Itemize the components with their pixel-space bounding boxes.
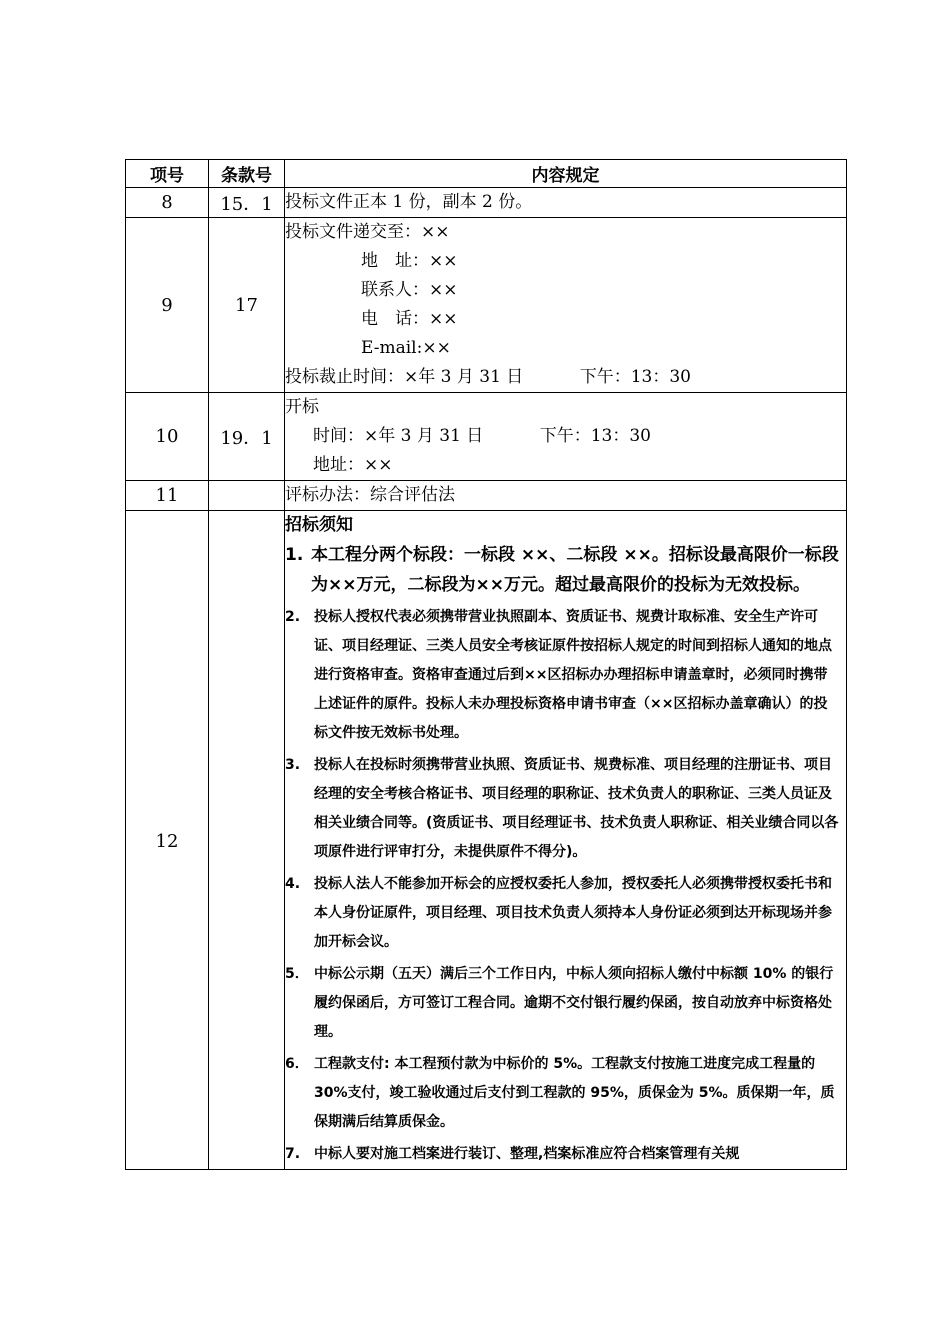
clause-no-cell	[209, 511, 285, 1170]
table-header-row	[126, 160, 847, 188]
list-item-text: 本工程分两个标段：一标段 ××、二标段 ××。招标设最高限价一标段为××万元，二标段为××万元。超过最高限价的投标为无效投标。	[311, 545, 839, 595]
list-item-number: 3.	[285, 757, 301, 773]
opening-time-line: 时间：×年 3 月 31 日 下午：13：30	[313, 426, 651, 446]
item-no-cell: 10	[126, 393, 209, 481]
opening-address-line: 地址：××	[313, 455, 393, 475]
header-content: 内容规定	[285, 160, 847, 188]
list-item-text: 工程款支付: 本工程预付款为中标价的 5%。工程款支付按施工进度完成工程量的 30%支付，竣工验收通过后支付到工程款的 95%，质保金为 5%。质保期一年，质保期满后结算质保金。	[314, 1056, 835, 1130]
opening-title: 开标	[285, 397, 319, 417]
bid-data-table	[125, 159, 847, 1170]
clause-no-cell	[209, 481, 285, 511]
list-item-number: 2.	[285, 609, 301, 625]
content-cell	[285, 218, 847, 393]
list-item-number: 7.	[285, 1146, 301, 1162]
list-item-number: 1.	[285, 545, 304, 565]
content-cell	[285, 481, 847, 511]
list-item-text: 投标人法人不能参加开标会的应授权委托人参加，授权委托人必须携带授权委托书和本人身份证原件，项目经理、项目技术负责人须持本人身份证必须到达开标现场并参加开标会议。	[314, 876, 832, 950]
deadline-line: 投标裁止时间：×年 3 月 31 日 下午：13：30	[285, 367, 691, 387]
list-item	[285, 751, 846, 867]
list-item	[285, 603, 846, 748]
table-row	[126, 511, 847, 1170]
list-item	[285, 870, 846, 957]
list-item-text: 投标人授权代表必须携带营业执照副本、资质证书、规费计取标准、安全生产许可证、项目经理证、三类人员安全考核证原件按招标人规定的时间到招标人通知的地点进行资格审查。资格审查通过后到××区招标办办理招标申请盖章时，必须同时携带上述证件的原件。投标人未办理投标资格申请书审查（××区招标办盖章确认）的投标文件按无效标书处理。	[314, 609, 832, 741]
phone-line: 电 话：××	[361, 309, 458, 329]
table-row	[126, 481, 847, 511]
list-item-number: 6．	[285, 1056, 309, 1072]
list-item-text: 投标人在投标时须携带营业执照、资质证书、规费标准、项目经理的注册证书、项目经理的安全考核合格证书、项目经理的职称证、技术负责人的职称证、三类人员证及相关业绩合同等。(资质证书、项目经理证书、技术负责人职称证、相关业绩合同以各项原件进行评审打分，未提供原件不得分)。	[314, 757, 839, 860]
content-cell	[285, 188, 847, 218]
content-line: 投标文件正本 1 份，副本 2 份。	[285, 192, 533, 212]
address-line: 地 址：××	[361, 251, 458, 271]
list-item-number: 4.	[285, 876, 301, 892]
list-item	[285, 1050, 846, 1137]
list-item-text: 中标公示期（五天）满后三个工作日内，中标人须向招标人缴付中标额 10% 的银行履约保函后，方可签订工程合同。逾期不交付银行履约保函，按自动放弃中标资格处理。	[314, 966, 834, 1040]
email-line: E-mail:××	[361, 338, 451, 358]
clause-no-cell: 15．1	[209, 188, 285, 218]
content-cell	[285, 511, 847, 1170]
list-item	[285, 1140, 846, 1169]
header-item-no: 项号	[126, 160, 209, 188]
table-row	[126, 218, 847, 393]
header-clause-no: 条款号	[209, 160, 285, 188]
table-row	[126, 393, 847, 481]
table-row	[126, 188, 847, 218]
list-item	[285, 960, 846, 1047]
submit-to-line: 投标文件递交至：××	[285, 222, 450, 242]
content-line: 评标办法：综合评估法	[285, 485, 455, 505]
clause-no-cell: 17	[209, 218, 285, 393]
item-no-cell: 12	[126, 511, 209, 1170]
item-no-cell: 11	[126, 481, 209, 511]
clause-no-cell: 19．1	[209, 393, 285, 481]
list-item-text: 中标人要对施工档案进行装订、整理,档案标准应符合档案管理有关规	[314, 1146, 740, 1162]
item-no-cell: 8	[126, 188, 209, 218]
contact-line: 联系人：××	[361, 280, 458, 300]
content-cell	[285, 393, 847, 481]
list-item	[285, 540, 846, 600]
list-item-number: 5．	[285, 966, 309, 982]
item-no-cell: 9	[126, 218, 209, 393]
notice-title: 招标须知	[285, 515, 353, 535]
